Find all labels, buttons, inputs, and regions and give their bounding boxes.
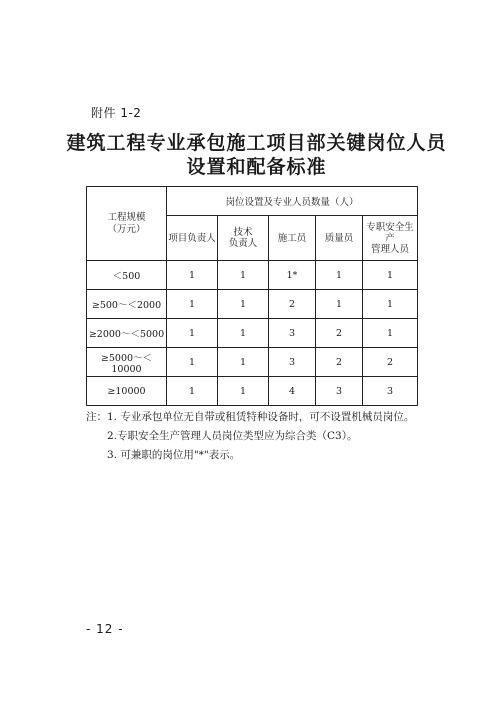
table-row <box>87 377 418 406</box>
scale-cell: ≥2000～＜5000 <box>87 319 167 348</box>
count-cell: 4 <box>269 377 316 406</box>
note-item: 3. 可兼职的岗位用"*"表示。 <box>107 449 241 461</box>
scale-cell: ≥10000 <box>87 377 167 406</box>
scale-cell: ≥5000～＜10000 <box>87 348 167 377</box>
note-item: 2.专职安全生产管理人员岗位类型应为综合类（C3）。 <box>107 430 358 442</box>
count-cell: 3 <box>363 377 418 406</box>
table-row <box>87 319 418 348</box>
page-number: - 12 - <box>86 622 124 636</box>
count-cell: 2 <box>316 348 363 377</box>
count-cell: 1 <box>218 348 269 377</box>
count-cell: 1 <box>218 290 269 319</box>
count-cell: 3 <box>316 377 363 406</box>
count-cell: 2 <box>316 319 363 348</box>
count-cell: 3 <box>269 348 316 377</box>
count-cell: 1 <box>167 261 218 290</box>
count-cell: 2 <box>269 290 316 319</box>
project-scale-header <box>87 187 167 261</box>
count-cell: 1 <box>167 319 218 348</box>
count-cell: 1 <box>316 290 363 319</box>
notes-section <box>86 408 414 465</box>
count-cell: 1 <box>167 348 218 377</box>
position-group-header: 岗位设置及专业人员数量（人） <box>167 187 418 216</box>
document-title-line1: 建筑工程专业承包施工项目部关键岗位人员 <box>66 132 447 154</box>
position-header: 项目负责人 <box>167 216 218 261</box>
position-header: 专职安全生产 管理人员 <box>363 216 418 261</box>
count-cell: 1 <box>167 290 218 319</box>
note-text: 1. 专业承包单位无自带或租赁特种设备时，可不设置机械员岗位。 <box>107 411 415 423</box>
table-row <box>87 290 418 319</box>
position-header: 技术 负责人 <box>218 216 269 261</box>
staffing-standard-table <box>86 186 418 406</box>
count-cell: 2 <box>363 348 418 377</box>
count-cell: 1* <box>269 261 316 290</box>
table-row <box>87 261 418 290</box>
notes-prefix: 注： <box>86 411 107 423</box>
project-scale-header-text: 工程规模 （万元） <box>107 211 146 235</box>
scale-cell: ＜500 <box>87 261 167 290</box>
count-cell: 3 <box>269 319 316 348</box>
scale-cell: ≥500～＜2000 <box>87 290 167 319</box>
count-cell: 1 <box>363 319 418 348</box>
attachment-label: 附件 1-2 <box>91 106 142 120</box>
count-cell: 1 <box>316 261 363 290</box>
position-header: 施工员 <box>269 216 316 261</box>
count-cell: 1 <box>218 377 269 406</box>
note-item <box>86 408 414 427</box>
count-cell: 1 <box>218 319 269 348</box>
count-cell: 1 <box>363 290 418 319</box>
table-row <box>87 348 418 377</box>
position-header: 质量员 <box>316 216 363 261</box>
count-cell: 1 <box>363 261 418 290</box>
count-cell: 1 <box>167 377 218 406</box>
document-title-line2: 设置和配备标准 <box>186 156 327 178</box>
count-cell: 1 <box>218 261 269 290</box>
